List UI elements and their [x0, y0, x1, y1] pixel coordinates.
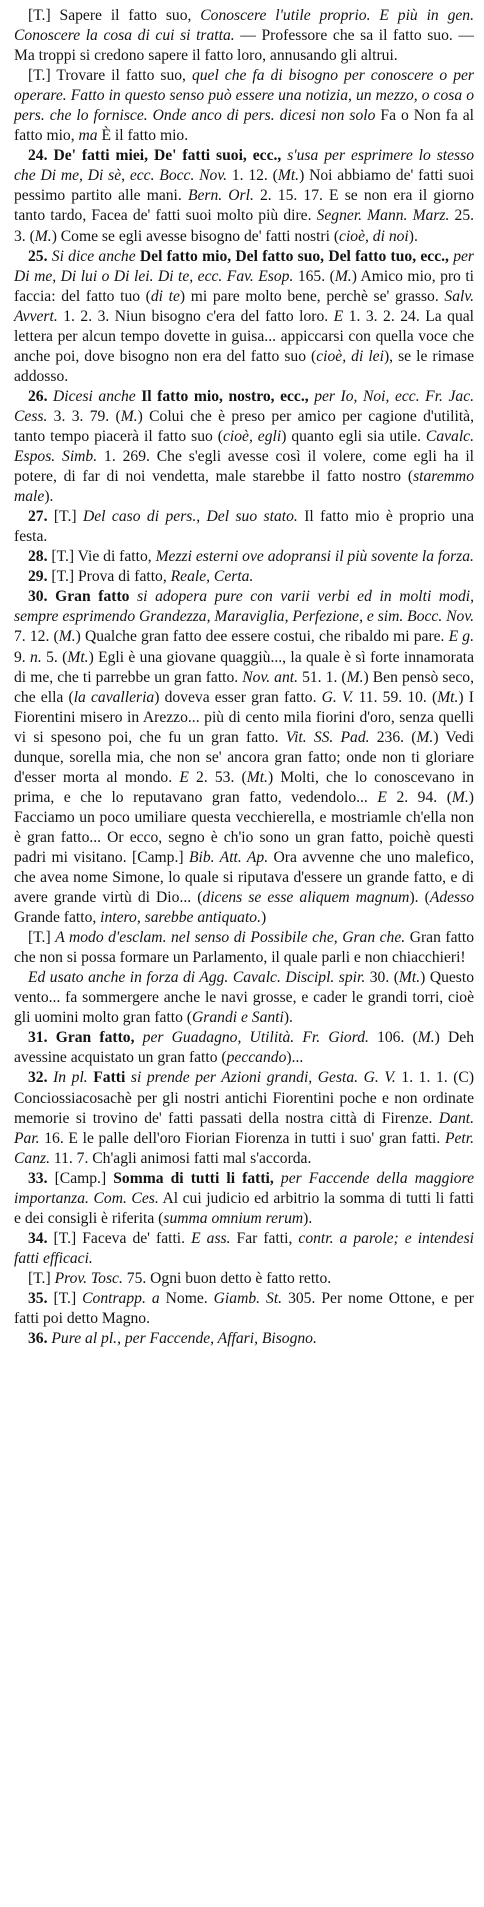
entry-text: )...	[286, 1049, 304, 1067]
italic-gloss: Conoscere l'utile proprio. E più in gen. Conoscere la cosa di cui si tratta.	[14, 7, 474, 45]
entry-text: ). (	[409, 889, 430, 907]
entry-text: 305. Per nome Ottone, e per fatti poi detto Magno.	[14, 1290, 474, 1328]
entry-text: Far fatti,	[230, 1229, 299, 1247]
entry-text: ), se le rimase addosso.	[14, 347, 474, 385]
italic-gloss: Prov. Tosc.	[54, 1269, 123, 1287]
headword: Del fatto mio, Del fatto suo, Del fatto tuo, ecc.,	[135, 247, 454, 265]
entry-number: 29.	[28, 568, 52, 586]
dictionary-entry	[14, 1289, 474, 1329]
italic-gloss: Dant. Par.	[14, 1109, 474, 1147]
italic-gloss: Mezzi esterni ove adopransi il più sovente la forza.	[155, 548, 474, 566]
italic-gloss: intero, sarebbe antiquato.	[100, 909, 262, 927]
entry-text: 3. 3. 79. (	[47, 407, 121, 425]
entry-text: ) Facciamo un poco umiliare questa vecchierella, e mostriamle ch'ella non è gran fatto... Or ecco, segno è ch'io sono un gran fatto, poichè questi padri mi visitano. [Camp.]	[14, 788, 474, 866]
entry-text: 106. (	[368, 1029, 418, 1047]
entry-text: 1. 12. (	[227, 167, 278, 185]
entry-text: ) Qualche gran fatto dee essere costui, che ribaldo mi pare.	[75, 628, 449, 646]
headword: Gran fatto	[55, 588, 138, 606]
entry-text: ) Questo vento... fa sommergere anche le navi grosse, e cader le grandi torri, cioè gli uomini molto gran fatto (	[14, 969, 474, 1027]
entry-text: 75. Ogni buon detto è fatto retto.	[122, 1269, 332, 1287]
source-tag: [T.]	[53, 1290, 83, 1307]
italic-gloss: Mt.	[67, 648, 89, 666]
entry-number: 28.	[28, 548, 52, 566]
entry-list	[14, 6, 474, 1349]
italic-gloss: Del caso di pers., Del suo stato.	[83, 508, 298, 526]
entry-text: [Camp.]	[54, 1169, 114, 1187]
dictionary-entry	[14, 928, 474, 968]
entry-text: 236. (	[369, 728, 417, 746]
italic-gloss: Giamb. St.	[213, 1290, 283, 1307]
italic-gloss: s'usa per esprimere lo stesso che Di me, Di sè, ecc. Bocc. Nov.	[14, 147, 474, 185]
entry-text: Ora avvenne che uno malefico, che avea nome Simone, lo quale si riputava d'essere un grande fatto, e di avere grande virtù di Dio... (	[14, 848, 475, 907]
italic-gloss: la cavalleria	[73, 688, 155, 706]
headword: Gran fatto,	[55, 1029, 143, 1047]
entry-number: 26.	[28, 387, 54, 405]
entry-text: ) quanto egli sia utile.	[281, 427, 426, 445]
entry-number: 34.	[28, 1229, 54, 1247]
entry-text: ) Vedi dunque, sorella mia, che non se' ancora gran fatto; onde non ti gloriare d'esser morta al mondo.	[14, 728, 474, 786]
entry-text: ) mi pare molto bene, perchè se' grasso.	[179, 287, 445, 305]
italic-gloss: Salv. Avvert.	[14, 287, 474, 325]
entry-number: 31.	[28, 1029, 56, 1047]
italic-gloss: E	[377, 788, 387, 806]
dictionary-entry	[14, 387, 474, 507]
italic-gloss: A modo d'esclam. nel senso di Possibile che, Gran che.	[55, 929, 406, 947]
italic-gloss: contr. a parole; e intendesi fatti efficaci.	[14, 1229, 475, 1267]
entry-number: 35.	[28, 1290, 54, 1307]
entry-number: 33.	[28, 1169, 55, 1187]
entry-text: Nome.	[159, 1290, 214, 1307]
entry-text: Trovare il fatto suo,	[56, 67, 192, 85]
entry-text: ) Ben pensò seco, che ella (	[14, 668, 475, 706]
entry-text: Gran fatto che non si possa formare un Parlamento, il quale parli e non chiacchieri!	[14, 929, 474, 967]
italic-gloss: ma	[78, 127, 98, 145]
entry-text: 16. E le palle dell'oro Fiorian Fiorenza in tutti i suo' gran fatti.	[39, 1129, 445, 1147]
italic-gloss: per Faccende della maggiore importanza. Com. Ces.	[14, 1169, 474, 1207]
source-tag: [T.]	[51, 548, 78, 566]
italic-gloss: E ass.	[191, 1229, 231, 1247]
dictionary-entry	[14, 968, 474, 1028]
entry-text: Sapere il fatto suo,	[59, 7, 201, 24]
italic-gloss: peccando	[226, 1049, 287, 1067]
italic-gloss: M.	[334, 267, 352, 285]
italic-gloss: M.	[346, 668, 364, 686]
entry-number: 27.	[28, 508, 54, 526]
italic-gloss: Bern. Orl.	[187, 187, 254, 205]
source-tag: [T.]	[28, 929, 56, 947]
entry-text: Vie di fatto,	[77, 548, 156, 566]
dictionary-entry	[14, 1068, 474, 1168]
italic-gloss: Dicesi anche	[53, 387, 136, 405]
italic-gloss: Si dice anche	[51, 247, 136, 265]
italic-gloss: cioè, egli	[222, 427, 282, 445]
italic-gloss: G. V.	[321, 688, 354, 706]
entry-text: — Professore che sa il fatto suo. — Ma troppi si credono sapere il fatto loro, annusando gli altrui.	[14, 27, 475, 65]
entry-text: ) Amico mio, pro ti faccia: del fatto tuo (	[14, 267, 475, 305]
entry-text: ).	[283, 1009, 293, 1027]
entry-text: ) Noi abbiamo de' fatti suoi pessimo partito alle mani.	[14, 167, 475, 205]
italic-gloss: Segner. Mann. Marz.	[316, 207, 450, 225]
entry-text: ).	[408, 227, 418, 245]
italic-gloss: E g.	[448, 628, 474, 646]
entry-text: Grande fatto,	[14, 909, 101, 927]
entry-text: ) Colui che è preso per amico per cagione d'utilità, tanto tempo piacerà il fatto suo (	[14, 407, 475, 445]
italic-gloss: M.	[58, 628, 76, 646]
italic-gloss: In pl.	[53, 1069, 88, 1087]
italic-gloss: Ed usato anche in forza di Agg. Cavalc. Discipl. spir.	[28, 969, 366, 987]
dictionary-entry	[14, 146, 474, 246]
entry-number: 30.	[28, 588, 56, 606]
italic-gloss: Mt.	[398, 969, 421, 987]
italic-gloss: E	[179, 768, 189, 786]
italic-gloss: staremmo male	[14, 468, 474, 506]
italic-gloss: Adesso	[429, 889, 474, 907]
dictionary-entry	[14, 6, 474, 66]
entry-text: 2. 94. (	[386, 788, 452, 806]
italic-gloss: Reale, Certa.	[170, 568, 254, 586]
entry-text: ).	[303, 1209, 313, 1227]
entry-text: ).	[44, 488, 54, 506]
italic-gloss: per Di me, Di lui o Di lei. Di te, ecc. Fav. Esop.	[14, 247, 474, 285]
dictionary-entry	[14, 567, 474, 587]
headword: Somma di tutti li fatti,	[113, 1169, 281, 1187]
entry-text: 1. 1. 1. (C) Conciossiacosachè per gli nostri antichi Fiorentini poche e non ordinate memorie si trovino de' fatti passati della nostra città di Firenze.	[14, 1069, 475, 1127]
italic-gloss: M.	[451, 788, 469, 806]
entry-text: ) Egli è una giovane quaggiù..., la quale è sì forte innamorata di me, che ti parrebbe un gran fatto.	[14, 648, 475, 686]
italic-gloss: M.	[417, 1029, 435, 1047]
italic-gloss: quel che fa di bisogno per conoscere o per operare. Fatto in questo senso può essere una notizia, un mezzo, o cosa o pers. che lo fornisce. Onde anco di pers. dicesi non solo	[14, 67, 474, 125]
italic-gloss: M.	[120, 407, 138, 425]
italic-gloss: Cavalc. Espos. Simb.	[14, 427, 474, 466]
dictionary-entry	[14, 547, 474, 567]
italic-gloss: Mt.	[437, 688, 459, 706]
italic-gloss: si adopera pure con varii verbi ed in molti modi, sempre esprimendo Grandezza, Maraviglia, Perfezione, e sim. Bocc. Nov.	[14, 588, 475, 626]
entry-text: ) I Fiorentini misero in Arezzo... più di cento mila fiorini d'oro, senza quelli vi si spesono poi, che fu un gran fatto.	[14, 688, 474, 746]
entry-number: 25.	[28, 247, 52, 265]
dictionary-entry	[14, 66, 474, 146]
italic-gloss: E	[333, 307, 344, 325]
italic-gloss: Vit. SS. Pad.	[285, 728, 370, 746]
headword: Il fatto mio, nostro, ecc.,	[135, 387, 315, 405]
italic-gloss: n.	[30, 648, 42, 666]
source-tag: [T.]	[51, 568, 78, 586]
dictionary-entry	[14, 1169, 474, 1229]
entry-text: 25. 3. (	[14, 207, 475, 245]
dictionary-entry	[14, 507, 474, 547]
entry-text: ) doveva esser gran fatto.	[154, 688, 322, 706]
entry-text: Il fatto mio è proprio una festa.	[14, 508, 475, 546]
source-tag: [T.]	[28, 7, 60, 24]
entry-text: ) Molti, che lo conoscevano in prima, e che lo reputavano gran fatto, vedendolo...	[14, 768, 474, 806]
entry-text: 7. 12. (	[14, 628, 59, 646]
entry-text: 51. 1. (	[298, 668, 347, 686]
dictionary-entry	[14, 247, 474, 387]
entry-text: 1. 3. 2. 24. La qual lettera per alcun tempo dovette in guisa... appiccarsi con quella voce che anche poi, dove bisogno non era del fatto suo (	[14, 307, 474, 365]
italic-gloss: Nov. ant.	[242, 668, 299, 686]
dictionary-entry	[14, 1229, 474, 1269]
italic-gloss: cioè, di lei	[316, 347, 384, 365]
italic-gloss: cioè, di noi	[339, 227, 409, 245]
source-tag: [T.]	[53, 1229, 83, 1247]
source-tag: [T.]	[28, 67, 57, 85]
italic-gloss: Petr. Canz.	[14, 1129, 474, 1167]
headword: De' fatti miei, De' fatti suoi, ecc.,	[53, 147, 288, 165]
source-tag: [T.]	[28, 1269, 55, 1287]
dictionary-entry	[14, 587, 474, 928]
italic-gloss: Mt.	[246, 768, 268, 786]
dictionary-entry	[14, 1329, 474, 1349]
entry-text: Prova di fatto,	[77, 568, 171, 586]
source-tag: [T.]	[53, 508, 83, 526]
entry-text: )	[261, 909, 267, 927]
entry-text: 1. 2. 3. Niun bisogno c'era del fatto loro.	[57, 307, 334, 325]
italic-gloss: Grandi e Santi	[192, 1009, 284, 1027]
dictionary-entry	[14, 1028, 474, 1068]
entry-number: 24.	[28, 147, 54, 165]
entry-text: ) Deh avessine acquistato un gran fatto (	[14, 1029, 475, 1067]
headword: Fatti	[87, 1069, 131, 1087]
italic-gloss: di te	[150, 287, 180, 305]
entry-text: 165. (	[293, 267, 335, 285]
italic-gloss: per Guadagno, Utilità. Fr. Giord.	[142, 1029, 369, 1047]
entry-text: Faceva de' fatti.	[82, 1229, 192, 1247]
entry-text: ) Come se egli avesse bisogno de' fatti nostri (	[51, 227, 340, 245]
entry-text: 2. 15. 17. E se non era il giorno tanto tardo, Facea de' fatti suoi molto più dire.	[14, 187, 475, 225]
entry-text: 11. 7. Ch'agli animosi fatti mal s'accorda.	[49, 1149, 312, 1167]
entry-text: 11. 59. 10. (	[353, 688, 438, 706]
italic-gloss: Mt.	[277, 167, 300, 185]
entry-text: 2. 53. (	[188, 768, 247, 786]
entry-number: 32.	[28, 1069, 54, 1087]
italic-gloss: dicens se esse aliquem magnum	[202, 889, 410, 907]
italic-gloss: Bib. Att. Ap.	[188, 848, 269, 866]
entry-number: 36.	[28, 1330, 52, 1348]
entry-text: 30. (	[365, 969, 399, 987]
entry-text: Al cui judicio ed arbitrio la somma di tutti li fatti e dei consigli è riferita (	[14, 1189, 474, 1227]
entry-text: 1. 269. Che s'egli avesse così il volere, come egli ha il potere, di far di noi vendetta, male starebbe il fatto nostro (	[14, 448, 475, 486]
entry-text: 5. (	[41, 648, 68, 666]
italic-gloss: summa omnium rerum	[163, 1209, 304, 1227]
italic-gloss: M.	[34, 227, 52, 245]
italic-gloss: per Io, Noi, ecc. Fr. Jac. Cess.	[14, 387, 475, 425]
italic-gloss: Pure al pl., per Faccende, Affari, Bisogno.	[51, 1330, 317, 1348]
entry-text: Fa o Non fa al fatto mio,	[14, 107, 475, 145]
entry-text: È il fatto mio.	[97, 127, 189, 145]
entry-text: 9.	[14, 648, 31, 666]
italic-gloss: si prende per Azioni grandi, Gesta. G. V.	[130, 1069, 396, 1087]
italic-gloss: Contrapp. a	[82, 1290, 160, 1307]
dictionary-entry	[14, 1269, 474, 1289]
italic-gloss: M.	[416, 728, 434, 746]
